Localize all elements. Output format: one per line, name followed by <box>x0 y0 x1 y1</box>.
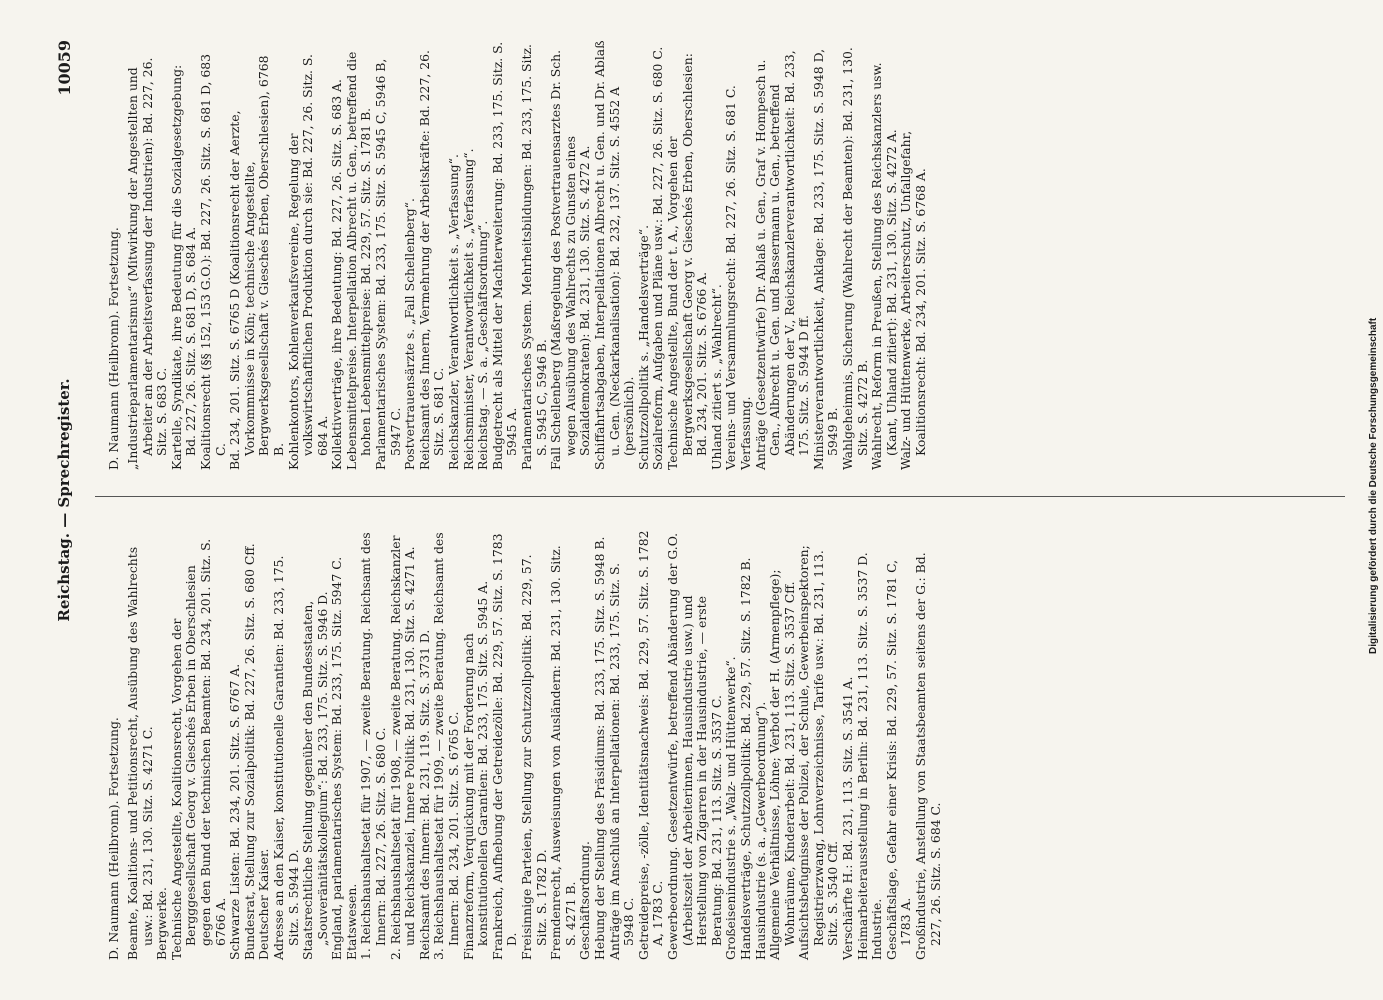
register-entry: Gewerbeordnung. Gesetzentwürfe, betreffend Abänderung der G.O. (Arbeitszeit der Arbeiterinnen, Hausindustrie usw.) und Herstellung von Zigarren in der Hausindustrie, — erste Beratung: Bd. 231, 113. Sitz. S. 3537 C. <box>664 532 724 960</box>
register-entry: Lebensmittelpreise. Interpellation Albrecht u. Gen., betreffend die hohen Lebensmittelpreise: Bd. 229, 57. Sitz. S. 1781 B. <box>343 51 374 470</box>
register-entry: Bd. 234, 201. Sitz. S. 6765 D (Koalitionsrecht der Aerzte, Vorkommnisse in Köln; technische Angestellte, Bergwerksgesellschaft v. Gieschés Erben, Oberschlesien), 6768 B. <box>227 55 286 470</box>
register-entry: Reichsminister, Verantwortlichkeit s. „Verfassung“. <box>460 148 476 470</box>
register-entry: Schutzzollpolitik s. „Handelsverträge“. <box>635 224 651 470</box>
register-entry: Wahlgeheimnis, Sicherung (Wahlrecht der Beamten): Bd. 231, 130. Sitz. S. 4272 B. <box>840 47 870 470</box>
register-entry: Hebung der Stellung des Präsidiums: Bd. 233, 175. Sitz. S. 5948 B. <box>591 536 607 960</box>
register-entry: Reichsamt des Innern: Bd. 231, 119. Sitz. S. 3731 D. <box>416 629 432 960</box>
register-entry: Budgetrecht als Mittel der Machterweiterung: Bd. 233, 175. Sitz. S. 5945 A. <box>489 41 520 470</box>
register-entry: Geschäftsordnung. <box>577 841 593 960</box>
register-entry: Deutscher Kaiser. <box>256 848 272 960</box>
credit-text: Digitalisierung gefördert durch die Deutsche Forschungsgemeinschaft <box>1368 317 1379 654</box>
register-entry: Großindustrie, Anstellung von Staatsbeamten seitens der G.: Bd. 227, 26. Sitz. S. 684 C. <box>913 552 943 960</box>
register-entry: Fremdenrecht, Ausweisungen von Ausländern: Bd. 231, 130. Sitz. S. 4271 B. <box>548 545 578 960</box>
register-entry: Beamte, Koalitions- und Petitionsrecht, Ausübung des Wahlrechts usw.: Bd. 231, 130. Sitz. S. 4271 C. <box>124 546 155 960</box>
register-entry: Großeisenindustrie s. „Walz- und Hüttenwerke“. <box>723 656 739 960</box>
register-entry: Technische Angestellte, Koalitionsrecht, Vorgehen der Bergggesellschaft Georg v. Gieschés Erben in Oberschlesien gegen den Bund der technischen Beamten: Bd. 234, 201. Sitz. S. 6766 A. <box>168 538 228 960</box>
register-entry: Wahlrecht, Reform in Preußen, Stellung des Reichskanzlers usw. (Kant, Uhland zitiert): Bd. 231, 130. Sitz. S. 4272 A. <box>869 62 899 470</box>
right-entries <box>126 40 929 470</box>
register-entry: Ministerverantwortlichkeit, Anklage: Bd. 233, 175. Sitz. S. 5948 D, 5949 B. <box>810 48 841 470</box>
register-entry: Industrie. <box>869 898 885 960</box>
register-entry: Reichsamt des Innern, Vermehrung der Arbeitskräfte: Bd. 227, 26. Sitz. S. 681 C. <box>416 50 447 470</box>
register-entry: Handelsverträge, Schutzzollpolitik: Bd. 229, 57. Sitz. S. 1782 B. <box>737 557 753 960</box>
register-entry: Kartelle, Syndikate, ihre Bedeutung für die Sozialgesetzgebung: Bd. 227, 26. Sitz. S. 681 D, S. 684 A. <box>168 64 199 470</box>
register-entry: Uhland zitiert s. „Wahlrecht“. <box>708 284 724 470</box>
register-entry: Fall Schellenberg (Maßregelung des Postvertrauensarztes Dr. Sch. wegen Ausübung des Wahlrechts zu Gunsten eines Sozialdemokraten): Bd. 231, 130. Sitz. S. 4272 A. <box>548 49 593 470</box>
register-entry: Bundesrat, Stellung zur Sozialpolitik: Bd. 227, 26. Sitz. S. 680 Cff. <box>241 543 257 960</box>
register-entry: Adresse an den Kaiser, konstitutionelle Garantien: Bd. 233, 175. Sitz. S. 5944 D. <box>270 555 301 960</box>
register-entry: Freisinnige Parteien, Stellung zur Schutzzollpolitik: Bd. 229, 57. Sitz. S. 1782 D. <box>519 554 549 960</box>
register-entry: 3. Reichshaushaltsetat für 1909, — zweite Beratung. Reichsamt des Innern: Bd. 234, 201. Sitz. S. 6765 C. <box>431 532 462 960</box>
register-entry: Frankreich, Aufhebung der Getreidezölle: Bd. 229, 57. Sitz. S. 1783 D. <box>489 533 520 960</box>
register-entry: Geschäftslage, Gefahr einer Krisis: Bd. 229, 57. Sitz. S. 1781 C, 1783 A. <box>883 559 914 960</box>
digitization-credit <box>1368 10 1382 990</box>
register-entry: Allgemeine Verhältnisse, Löhne; Verbot der H. (Armenpflege); Wohnräume, Kinderarbeit: Bd. 231, 113. Sitz. S. 3537 Cff. <box>767 569 797 960</box>
left-column <box>95 530 943 960</box>
right-column-heading: D. Naumann (Heilbronn). Fortsetzung. <box>106 227 122 470</box>
header-title: Reichstag. — Sprechregister. <box>55 378 73 622</box>
running-header <box>55 40 79 960</box>
left-column-heading: D. Naumann (Heilbronn). Fortsetzung. <box>106 717 122 960</box>
register-entry: Heimarbeiterausstellung in Berlin: Bd. 231, 113. Sitz. S. 3537 D. <box>854 552 870 960</box>
register-entry: Kollektivverträge, ihre Bedeutung: Bd. 227, 26. Sitz. S. 683 A. <box>329 79 345 470</box>
register-entry: Schiffahrtsabgaben, Interpellationen Albrecht u. Gen. und Dr. Ablaß u. Gen. (Neckarkanalisation): Bd. 232, 137. Sitz. S. 4552 A (persönlich). <box>591 40 637 470</box>
register-entry: Bergwerke. <box>154 887 170 960</box>
right-column <box>95 40 929 470</box>
register-entry: Kohlenkontors, Kohlenverkaufsvereine, Regelung der volkswirtschaftlichen Produktion durch sie: Bd. 227, 26. Sitz. S. 684 A. <box>285 54 330 470</box>
page-number: 10059 <box>55 40 74 96</box>
register-entry: 1. Reichshaushaltsetat für 1907, — zweite Beratung. Reichsamt des Innern: Bd. 227, 26. Sitz. S. 680 C. <box>358 532 389 960</box>
register-entry: Walz- und Hüttenwerke, Arbeiterschutz, Unfallgefahr, Koalitionsrecht: Bd. 234, 201. Sitz. S. 6768 A. <box>898 130 929 470</box>
register-entry: Postvertrauensärzte s. „Fall Schellenberg“. <box>402 198 418 470</box>
register-entry: Schwarze Listen: Bd. 234, 201. Sitz. S. 6767 A. <box>227 663 243 960</box>
register-entry: Technische Angestellte, Bund der t. A., Vorgehen der Bergwerksgesellschaft Georg v. Gieschés Erben, Oberschlesien: Bd. 234, 201. Sitz. S. 6766 A. <box>664 53 710 470</box>
register-entry: 2. Reichshaushaltsetat für 1908, — zweite Beratung. Reichskanzler und Reichskanzlei, Innere Politik: Bd. 231, 130. Sitz. S. 4271 A. <box>387 535 418 960</box>
register-entry: Verfassung. <box>737 396 753 470</box>
column-divider <box>95 496 1345 497</box>
register-entry: Sozialreform, Aufgaben und Pläne usw.: Bd. 227, 26. Sitz. S. 680 C. <box>650 46 666 470</box>
register-entry: Anträge im Anschluß an Interpellationen: Bd. 233, 175. Sitz. S. 5948 C. <box>606 562 637 960</box>
register-entry: Finanzreform, Verquickung mit der Forderung nach konstitutionellen Garantien: Bd. 233, 175. Sitz. S. 5945 A. <box>460 580 491 960</box>
register-entry: Parlamentarisches System. Mehrheitsbildungen: Bd. 233, 175. Sitz. S. 5945 C, 5946 B. <box>519 44 549 470</box>
register-entry: Etatswesen. <box>343 883 359 960</box>
register-entry: England, parlamentarisches System: Bd. 233, 175. Sitz. 5947 C. <box>329 556 345 960</box>
register-entry: Aufsichtsbefugnisse der Polizei, der Schule, Gewerbeinspektoren; Registrierzwang, Lohnverzeichnisse, Tarife usw.: Bd. 231, 113. Sitz. S. 3540 Cff. <box>796 545 841 960</box>
register-entry: Reichskanzler, Verantwortlichkeit s. „Verfassung“. <box>446 154 462 470</box>
register-entry: „Industrieparlamentarismus“ (Mitwirkung der Angestellten und Arbeiter an der Arbeitsverfassung der Industrien): Bd. 227, 26. Sitz. S. 683 C. <box>124 57 170 470</box>
register-entry: Getreidepreise, -zölle, Identitätsnachweis: Bd. 229, 57. Sitz. S. 1782 A, 1783 C. <box>635 530 666 960</box>
register-entry: Vereins- und Versammlungsrecht: Bd. 227, 26. Sitz. S. 681 C. <box>723 85 739 470</box>
register-entry: Verschärfte H.: Bd. 231, 113. Sitz. S. 3541 A. <box>840 676 856 960</box>
register-entry: Reichstag. — S. a. „Geschäftsordnung“. <box>475 220 491 470</box>
register-entry: Staatsrechtliche Stellung gegenüber den Bundesstaaten, „Souveränitätskollegium“: Bd. 233, 175. Sitz. S. 5946 D. <box>300 591 330 960</box>
register-entry: Koalitionsrecht (§§ 152, 153 G.O.): Bd. 227, 26. Sitz. S. 681 D, 683 C. <box>197 54 228 470</box>
register-entry: Anträge (Gesetzentwürfe) Dr. Ablaß u. Gen., Graf v. Hompesch u. Gen., Albrecht u. Gen. und Bassermann u. Gen., betreffend Abänderungen der V., Reichskanzlerverantwortlichkeit: Bd. 233, 175. Sitz. S. 5944 D ff. <box>752 50 812 470</box>
register-entry: Parlamentarisches System: Bd. 233, 175. Sitz. S. 5945 C, 5946 B, 5947 C. <box>373 58 403 470</box>
left-entries <box>126 530 943 960</box>
register-entry: Hausindustrie (s. a. „Gewerbeordnung“). <box>752 701 768 960</box>
